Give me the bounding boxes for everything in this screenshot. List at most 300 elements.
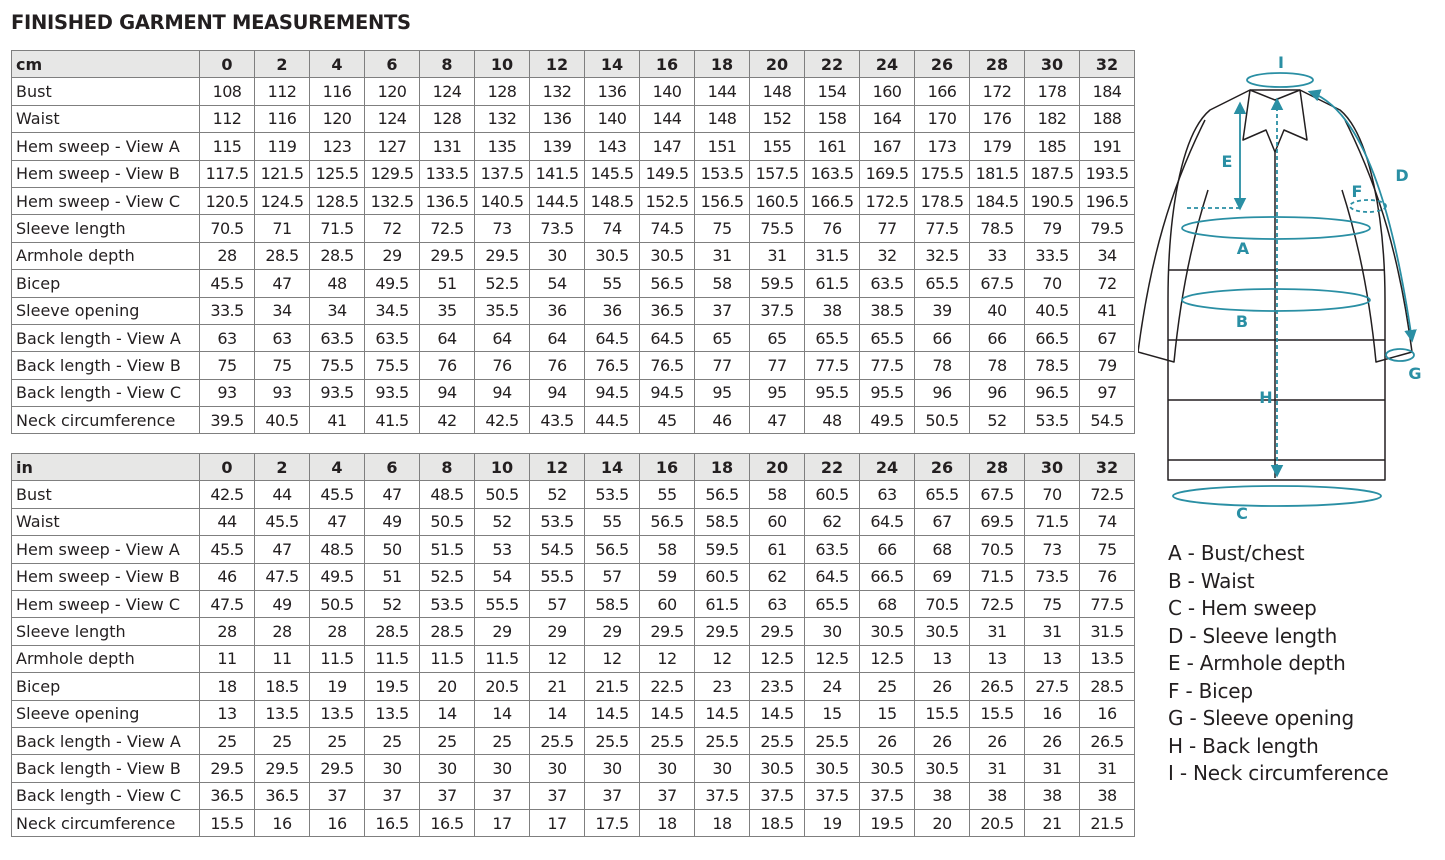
measurement-cell: 63 — [255, 324, 310, 351]
measurement-cell: 13 — [970, 645, 1025, 672]
measurement-cell: 26 — [1025, 727, 1080, 754]
measurement-cell: 149.5 — [640, 160, 695, 187]
unit-label: cm — [12, 51, 200, 78]
measurement-cell: 37 — [695, 297, 750, 324]
measurement-cell: 63.5 — [860, 270, 915, 297]
measurement-cell: 63.5 — [365, 324, 420, 351]
measurement-cell: 38 — [805, 297, 860, 324]
measurement-cell: 136 — [530, 105, 585, 132]
measurement-cell: 37 — [640, 782, 695, 809]
measurement-cell: 75 — [695, 215, 750, 242]
measurement-cell: 37.5 — [695, 782, 750, 809]
measurement-cell: 13.5 — [255, 700, 310, 727]
measurement-cell: 148 — [750, 78, 805, 105]
measurement-cell: 38 — [1025, 782, 1080, 809]
measurement-cell: 176 — [970, 105, 1025, 132]
measurement-cell: 190.5 — [1025, 187, 1080, 214]
measurement-cell: 29.5 — [200, 755, 255, 782]
measurement-cell: 49 — [365, 508, 420, 535]
measurement-cell: 76 — [805, 215, 860, 242]
measurement-cell: 43.5 — [530, 407, 585, 434]
table-row — [12, 78, 1135, 105]
measurement-cell: 17.5 — [585, 810, 640, 837]
measurement-cell: 66 — [860, 536, 915, 563]
measurement-cell: 56.5 — [695, 481, 750, 508]
measurement-cell: 94.5 — [585, 379, 640, 406]
measurement-cell: 63 — [860, 481, 915, 508]
legend-item: F - Bicep — [1168, 678, 1253, 703]
table-row — [12, 352, 1135, 379]
measurement-cell: 30.5 — [585, 242, 640, 269]
table-row — [12, 508, 1135, 535]
measurement-cell: 50 — [365, 536, 420, 563]
measurement-cell: 42.5 — [475, 407, 530, 434]
measurement-cell: 76.5 — [585, 352, 640, 379]
measurement-cell: 145.5 — [585, 160, 640, 187]
measurement-cell: 38 — [970, 782, 1025, 809]
measurement-cell: 37 — [310, 782, 365, 809]
diagram-letters — [1222, 53, 1422, 523]
measurement-cell: 51 — [365, 563, 420, 590]
measurement-cell: 184 — [1080, 78, 1135, 105]
measurement-cell: 70 — [1025, 481, 1080, 508]
measurement-cell: 160 — [860, 78, 915, 105]
size-header: 12 — [530, 51, 585, 78]
table-row — [12, 379, 1135, 406]
measurement-cell: 52 — [530, 481, 585, 508]
measurement-cell: 19 — [805, 810, 860, 837]
measurement-cell: 175.5 — [915, 160, 970, 187]
measurement-cell: 47 — [750, 407, 805, 434]
measurement-cell: 76 — [1080, 563, 1135, 590]
measurement-cell: 67.5 — [970, 481, 1025, 508]
measurement-cell: 70.5 — [970, 536, 1025, 563]
measurement-cell: 31.5 — [805, 242, 860, 269]
table-row — [12, 270, 1135, 297]
measurement-cell: 125.5 — [310, 160, 365, 187]
measurement-cell: 141.5 — [530, 160, 585, 187]
size-header: 32 — [1080, 51, 1135, 78]
measurement-cell: 11 — [255, 645, 310, 672]
measurement-cell: 40.5 — [255, 407, 310, 434]
letter-c: C — [1236, 504, 1248, 523]
measurement-cell: 116 — [255, 105, 310, 132]
measurement-cell: 47 — [310, 508, 365, 535]
measurement-cell: 55 — [640, 481, 695, 508]
measurement-cell: 191 — [1080, 133, 1135, 160]
measurement-cell: 22.5 — [640, 673, 695, 700]
measurement-cell: 95 — [695, 379, 750, 406]
measurement-cell: 39.5 — [200, 407, 255, 434]
measurement-cell: 15 — [805, 700, 860, 727]
measurement-cell: 28.5 — [365, 618, 420, 645]
measurement-cell: 16 — [1080, 700, 1135, 727]
measurement-cell: 23 — [695, 673, 750, 700]
measurement-cell: 16.5 — [365, 810, 420, 837]
measurement-cell: 56.5 — [585, 536, 640, 563]
table-row — [12, 105, 1135, 132]
measurement-cell: 48.5 — [420, 481, 475, 508]
measurement-cell: 70 — [1025, 270, 1080, 297]
measurement-cell: 124 — [420, 78, 475, 105]
table-row — [12, 536, 1135, 563]
measurement-cell: 28.5 — [310, 242, 365, 269]
row-label: Neck circumference — [12, 407, 200, 434]
measurement-cell: 64.5 — [860, 508, 915, 535]
measurement-cell: 94 — [530, 379, 585, 406]
measurement-cell: 49 — [255, 590, 310, 617]
measurement-cell: 96 — [915, 379, 970, 406]
measurement-table-in — [11, 453, 1135, 837]
measurement-cell: 66.5 — [860, 563, 915, 590]
measurement-cell: 73.5 — [1025, 563, 1080, 590]
letter-i: I — [1278, 53, 1284, 72]
measurement-cell: 38 — [1080, 782, 1135, 809]
measurement-cell: 144.5 — [530, 187, 585, 214]
measurement-cell: 79 — [1025, 215, 1080, 242]
measurement-cell: 64.5 — [585, 324, 640, 351]
measurement-cell: 30 — [420, 755, 475, 782]
measurement-cell: 40.5 — [1025, 297, 1080, 324]
measurement-cell: 41 — [1080, 297, 1135, 324]
measurement-cell: 49.5 — [365, 270, 420, 297]
measurement-cell: 40 — [970, 297, 1025, 324]
measurement-cell: 124.5 — [255, 187, 310, 214]
measurement-cell: 58.5 — [585, 590, 640, 617]
measurement-cell: 37.5 — [750, 782, 805, 809]
table-row — [12, 645, 1135, 672]
measurement-cell: 63.5 — [805, 536, 860, 563]
row-label: Back length - View A — [12, 727, 200, 754]
table-row — [12, 133, 1135, 160]
letter-h: H — [1259, 388, 1273, 407]
measurement-cell: 41.5 — [365, 407, 420, 434]
measurement-cell: 30.5 — [860, 618, 915, 645]
row-label: Hem sweep - View A — [12, 133, 200, 160]
measurement-cell: 172.5 — [860, 187, 915, 214]
table-row — [12, 563, 1135, 590]
row-label: Armhole depth — [12, 645, 200, 672]
measurement-cell: 68 — [860, 590, 915, 617]
size-header: 22 — [805, 51, 860, 78]
measurement-cell: 35.5 — [475, 297, 530, 324]
measurement-cell: 45.5 — [200, 536, 255, 563]
measurement-cell: 65 — [750, 324, 805, 351]
measurement-cell: 47 — [365, 481, 420, 508]
measurement-cell: 26 — [915, 727, 970, 754]
measurement-cell: 31 — [1025, 618, 1080, 645]
measurement-cell: 49.5 — [310, 563, 365, 590]
measurement-cell: 45.5 — [255, 508, 310, 535]
measurement-cell: 71.5 — [970, 563, 1025, 590]
measurement-cell: 74 — [585, 215, 640, 242]
measurement-cell: 72 — [1080, 270, 1135, 297]
measurement-cell: 32 — [860, 242, 915, 269]
measurement-cell: 30 — [805, 618, 860, 645]
measurement-cell: 13 — [915, 645, 970, 672]
measurement-cell: 136 — [585, 78, 640, 105]
measurement-cell: 25 — [310, 727, 365, 754]
measurement-cell: 45.5 — [310, 481, 365, 508]
size-header: 16 — [640, 454, 695, 481]
measurement-cell: 14 — [475, 700, 530, 727]
measurement-cell: 64 — [530, 324, 585, 351]
measurement-cell: 26 — [860, 727, 915, 754]
measurement-cell: 21 — [1025, 810, 1080, 837]
measurement-cell: 44 — [255, 481, 310, 508]
measurement-cell: 58.5 — [695, 508, 750, 535]
measurement-cell: 59 — [640, 563, 695, 590]
measurement-cell: 30 — [695, 755, 750, 782]
measurement-cell: 54 — [475, 563, 530, 590]
measurement-cell: 20 — [420, 673, 475, 700]
measurement-cell: 25.5 — [695, 727, 750, 754]
measurement-cell: 28 — [200, 242, 255, 269]
row-label: Hem sweep - View B — [12, 563, 200, 590]
measurement-cell: 34 — [310, 297, 365, 324]
measurement-cell: 156.5 — [695, 187, 750, 214]
measurement-cell: 60 — [750, 508, 805, 535]
measurement-cell: 93 — [255, 379, 310, 406]
measurement-cell: 34 — [255, 297, 310, 324]
measurement-cell: 65.5 — [805, 590, 860, 617]
size-header: 18 — [695, 51, 750, 78]
measurement-cell: 136.5 — [420, 187, 475, 214]
measurement-cell: 71.5 — [1025, 508, 1080, 535]
measurement-cell: 78 — [915, 352, 970, 379]
letter-e: E — [1221, 152, 1233, 171]
size-header: 10 — [475, 454, 530, 481]
measurement-cell: 18.5 — [750, 810, 805, 837]
measurement-cell: 179 — [970, 133, 1025, 160]
measurement-cell: 48 — [310, 270, 365, 297]
unit-label: in — [12, 454, 200, 481]
measurement-cell: 128 — [475, 78, 530, 105]
row-label: Waist — [12, 508, 200, 535]
measurement-cell: 108 — [200, 78, 255, 105]
measurement-cell: 38.5 — [860, 297, 915, 324]
measurement-cell: 54.5 — [1080, 407, 1135, 434]
measurement-cell: 45 — [640, 407, 695, 434]
legend-item: H - Back length — [1168, 733, 1319, 758]
measurement-cell: 75 — [255, 352, 310, 379]
measurement-cell: 46 — [695, 407, 750, 434]
size-header: 22 — [805, 454, 860, 481]
size-header: 20 — [750, 454, 805, 481]
measurement-cell: 24 — [805, 673, 860, 700]
measurement-cell: 51 — [420, 270, 475, 297]
measurement-cell: 72 — [365, 215, 420, 242]
measurement-cell: 75 — [1080, 536, 1135, 563]
measurement-cell: 27.5 — [1025, 673, 1080, 700]
measurement-cell: 37 — [530, 782, 585, 809]
measurement-cell: 25 — [365, 727, 420, 754]
measurement-cell: 163.5 — [805, 160, 860, 187]
coat-measurement-diagram-icon — [1138, 50, 1438, 525]
measurement-cell: 11.5 — [475, 645, 530, 672]
measurement-cell: 68 — [915, 536, 970, 563]
size-header: 2 — [255, 51, 310, 78]
row-label: Hem sweep - View C — [12, 590, 200, 617]
measurement-cell: 18.5 — [255, 673, 310, 700]
measurement-cell: 53.5 — [530, 508, 585, 535]
measurement-cell: 121.5 — [255, 160, 310, 187]
size-header: 28 — [970, 454, 1025, 481]
measurement-cell: 34.5 — [365, 297, 420, 324]
measurement-cell: 18 — [640, 810, 695, 837]
measurement-cell: 170 — [915, 105, 970, 132]
measurement-cell: 181.5 — [970, 160, 1025, 187]
measurement-cell: 37.5 — [750, 297, 805, 324]
measurement-cell: 25.5 — [640, 727, 695, 754]
measurement-cell: 50.5 — [475, 481, 530, 508]
measurement-cell: 67.5 — [970, 270, 1025, 297]
measurement-cell: 144 — [695, 78, 750, 105]
measurement-cell: 61.5 — [695, 590, 750, 617]
measurement-cell: 33.5 — [1025, 242, 1080, 269]
measurement-cell: 77.5 — [860, 352, 915, 379]
measurement-cell: 12 — [695, 645, 750, 672]
measurement-cell: 79.5 — [1080, 215, 1135, 242]
measurement-cell: 123 — [310, 133, 365, 160]
legend-item: D - Sleeve length — [1168, 623, 1338, 648]
measurement-cell: 55.5 — [475, 590, 530, 617]
measurement-cell: 120.5 — [200, 187, 255, 214]
measurement-cell: 11 — [200, 645, 255, 672]
table-row — [12, 160, 1135, 187]
measurement-cell: 54.5 — [530, 536, 585, 563]
legend-item: G - Sleeve opening — [1168, 706, 1355, 730]
row-label: Back length - View C — [12, 782, 200, 809]
measurement-cell: 46 — [200, 563, 255, 590]
measurement-cell: 11.5 — [310, 645, 365, 672]
measurement-cell: 29.5 — [640, 618, 695, 645]
measurement-cell: 19.5 — [860, 810, 915, 837]
legend-item: I - Neck circumference — [1168, 761, 1389, 785]
measurement-cell: 30.5 — [640, 242, 695, 269]
row-label: Back length - View C — [12, 379, 200, 406]
measurement-cell: 76.5 — [640, 352, 695, 379]
measurement-cell: 193.5 — [1080, 160, 1135, 187]
measurement-cell: 95 — [750, 379, 805, 406]
measurement-cell: 50.5 — [420, 508, 475, 535]
measurement-cell: 93.5 — [310, 379, 365, 406]
measurement-cell: 94 — [420, 379, 475, 406]
table-row — [12, 407, 1135, 434]
measurement-cell: 29.5 — [310, 755, 365, 782]
row-label: Back length - View A — [12, 324, 200, 351]
measurement-cell: 16 — [1025, 700, 1080, 727]
measurement-cell: 73.5 — [530, 215, 585, 242]
size-header: 0 — [200, 454, 255, 481]
measurement-cell: 52 — [970, 407, 1025, 434]
measurement-cell: 153.5 — [695, 160, 750, 187]
letter-f: F — [1351, 182, 1363, 201]
measurement-cell: 55 — [585, 508, 640, 535]
measurement-cell: 29 — [585, 618, 640, 645]
measurement-cell: 44.5 — [585, 407, 640, 434]
measurement-cell: 58 — [640, 536, 695, 563]
measurement-cell: 120 — [365, 78, 420, 105]
measurement-cell: 50.5 — [915, 407, 970, 434]
measurement-cell: 70.5 — [200, 215, 255, 242]
measurement-cell: 20 — [915, 810, 970, 837]
measurement-cell: 12.5 — [805, 645, 860, 672]
measurement-cell: 116 — [310, 78, 365, 105]
measurement-cell: 77.5 — [915, 215, 970, 242]
measurement-cell: 148.5 — [585, 187, 640, 214]
measurement-cell: 30.5 — [860, 755, 915, 782]
measurement-cell: 56.5 — [640, 270, 695, 297]
measurement-cell: 187.5 — [1025, 160, 1080, 187]
page-title: FINISHED GARMENT MEASUREMENTS — [11, 11, 411, 34]
measurement-cell: 29 — [475, 618, 530, 645]
measurement-cell: 65.5 — [915, 270, 970, 297]
size-header: 0 — [200, 51, 255, 78]
measurement-cell: 48.5 — [310, 536, 365, 563]
measurement-cell: 32.5 — [915, 242, 970, 269]
measurement-cell: 71.5 — [310, 215, 365, 242]
measurement-cell: 11.5 — [365, 645, 420, 672]
measurement-cell: 16 — [310, 810, 365, 837]
measurement-cell: 29 — [530, 618, 585, 645]
measurement-cell: 16 — [255, 810, 310, 837]
measurement-cell: 20.5 — [475, 673, 530, 700]
measurement-cell: 77 — [750, 352, 805, 379]
row-label: Back length - View B — [12, 755, 200, 782]
size-header: 14 — [585, 454, 640, 481]
measurement-cell: 25 — [475, 727, 530, 754]
measurement-cell: 52 — [365, 590, 420, 617]
measurement-cell: 37 — [475, 782, 530, 809]
letter-a: A — [1236, 239, 1250, 258]
measurement-cell: 77.5 — [805, 352, 860, 379]
measurement-cell: 25.5 — [805, 727, 860, 754]
measurement-cell: 12 — [530, 645, 585, 672]
measurement-cell: 33 — [970, 242, 1025, 269]
measurement-cell: 66.5 — [1025, 324, 1080, 351]
row-label: Neck circumference — [12, 810, 200, 837]
measurement-cell: 41 — [310, 407, 365, 434]
measurement-cell: 75.5 — [365, 352, 420, 379]
measurement-cell: 78.5 — [1025, 352, 1080, 379]
table-row — [12, 297, 1135, 324]
legend-item: A - Bust/chest — [1168, 541, 1305, 565]
measurement-cell: 143 — [585, 133, 640, 160]
size-header: 24 — [860, 51, 915, 78]
size-header: 12 — [530, 454, 585, 481]
measurement-cell: 36.5 — [200, 782, 255, 809]
measurement-cell: 60.5 — [805, 481, 860, 508]
measurement-cell: 75.5 — [750, 215, 805, 242]
measurement-cell: 72.5 — [420, 215, 475, 242]
table-row — [12, 215, 1135, 242]
measurement-cell: 144 — [640, 105, 695, 132]
table-row — [12, 324, 1135, 351]
measurement-cell: 20.5 — [970, 810, 1025, 837]
measurement-cell: 158 — [805, 105, 860, 132]
table-row — [12, 727, 1135, 754]
measurement-cell: 42 — [420, 407, 475, 434]
measurement-cell: 26 — [970, 727, 1025, 754]
measurement-cell: 166 — [915, 78, 970, 105]
measurement-cell: 184.5 — [970, 187, 1025, 214]
measurement-cell: 47.5 — [200, 590, 255, 617]
measurement-cell: 39 — [915, 297, 970, 324]
header-row — [12, 51, 1135, 78]
measurement-cell: 129.5 — [365, 160, 420, 187]
measurement-cell: 31 — [750, 242, 805, 269]
